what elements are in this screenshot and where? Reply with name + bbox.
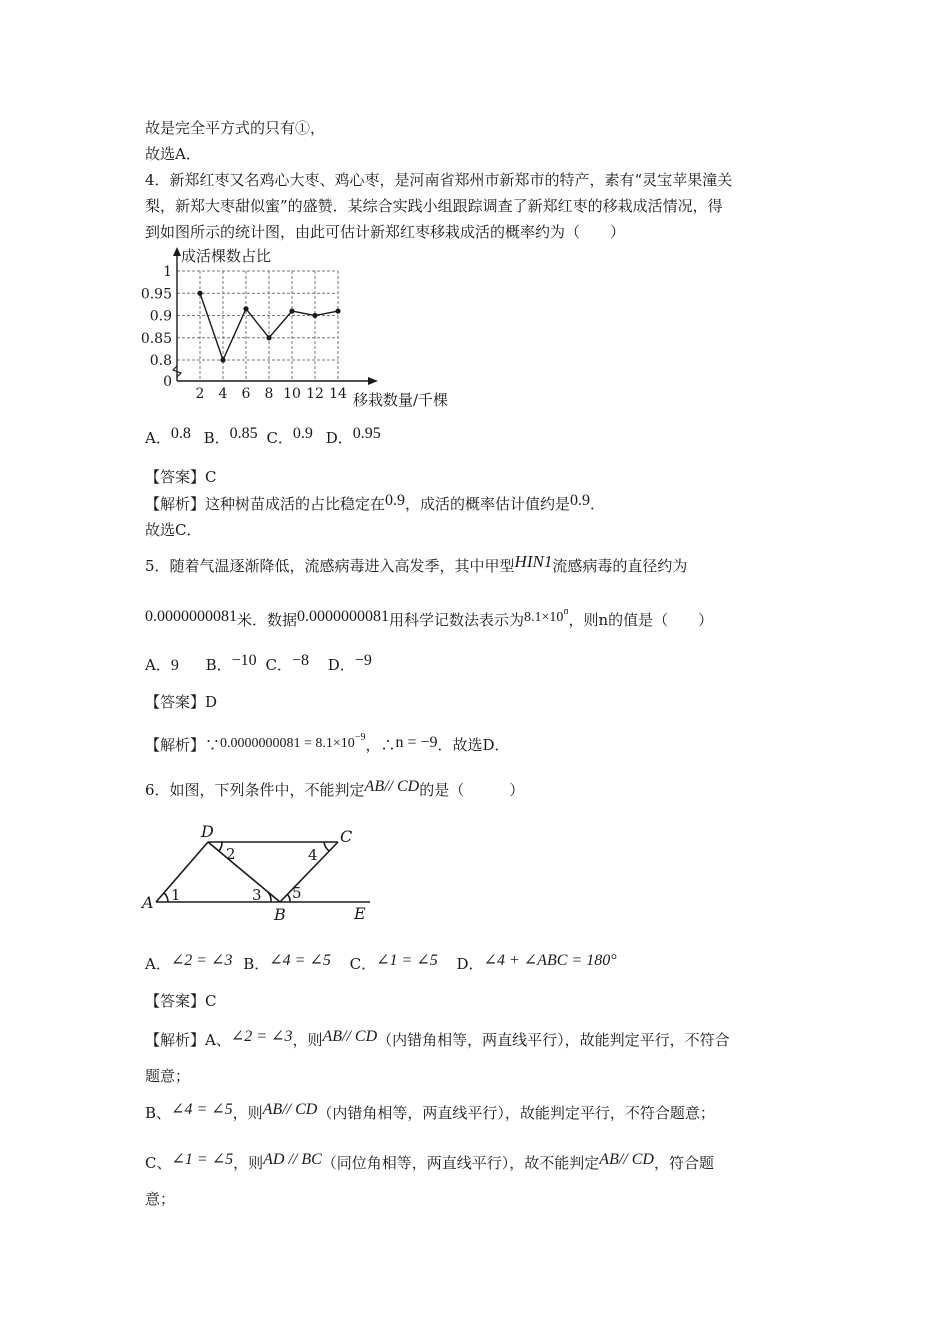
x-tick-label: 4 (218, 386, 228, 402)
option-a-letter: A． (145, 656, 171, 674)
question-4-explanation (145, 494, 605, 515)
label-c: C (340, 827, 353, 846)
explanation-text: ．故选D． (437, 736, 510, 754)
x-tick-label: 10 (283, 386, 301, 402)
question-4-stem: 到如图所示的统计图，由此可估计新郑红枣移栽成活的概率约为（ ） (145, 223, 626, 241)
option-b-value: 0.85 (229, 425, 258, 442)
math-expression: 0.0000000081 (297, 608, 390, 625)
explanation-text: ． (590, 495, 606, 513)
math-value: 0.9 (385, 492, 406, 509)
math-exponent: −9 (354, 732, 366, 743)
option-a-value: 0.8 (170, 425, 191, 442)
data-point (335, 308, 340, 313)
option-c-value: −8 (291, 652, 309, 669)
option-d-letter: D． (456, 955, 484, 973)
explanation-text: ，则 (292, 1031, 323, 1049)
explanation-text: 【解析】这种树苗成活的占比稳定在 (145, 495, 386, 513)
label-angle-4: 4 (308, 846, 318, 864)
angle-2-arc (219, 842, 222, 851)
option-d-value: 0.95 (352, 425, 381, 442)
option-b-value: ∠4 = ∠5 (269, 952, 331, 969)
math-expression: 0.0000000081 = 8.1×10 (220, 736, 355, 751)
math-expression: ∠2 = ∠3 (230, 1028, 293, 1045)
explanation-text: 【解析】∵ (145, 736, 221, 754)
question-4-stem: 梨，新郑大枣甜似蜜”的盛赞．某综合实践小组跟踪调查了新郑红枣的移栽成活情况，得 (145, 197, 723, 215)
label-angle-5: 5 (292, 884, 302, 902)
data-point (243, 306, 248, 311)
option-b-letter: B． (205, 656, 232, 674)
x-tick-label: 6 (241, 386, 251, 402)
question-6-options (145, 954, 617, 975)
question-4-answer: 【答案】C (145, 468, 217, 486)
option-b-value: −10 (231, 652, 257, 669)
text-line: 题意； (145, 1067, 191, 1085)
x-tick-label: 2 (195, 386, 205, 402)
explanation-text: （同位角相等，两直线平行），故不能判定 (321, 1154, 600, 1172)
option-d-letter: D． (327, 656, 355, 674)
math-expression: AD // BC (263, 1151, 322, 1168)
question-5-answer: 【答案】D (145, 693, 218, 711)
explanation-text: （内错角相等，两直线平行），故能判定平行，不符合 (377, 1031, 730, 1049)
x-tick-label: 12 (306, 386, 324, 402)
label-e: E (354, 904, 366, 923)
question-4-options (145, 425, 381, 449)
explanation-text: 【解析】A、 (145, 1031, 231, 1049)
y-tick-label: 0.95 (140, 286, 172, 303)
stem-text: 6．如图，下列条件中，不能判定 (145, 781, 365, 799)
stem-text: 米．数据 (237, 611, 298, 629)
math-expression: ∠4 = ∠5 (171, 1101, 233, 1118)
math-expression: 8.1×10 (524, 610, 564, 625)
option-a-value: 9 (170, 657, 179, 674)
option-d-letter: D． (325, 429, 353, 447)
angle-4-arc (324, 842, 329, 851)
origin-label: 0 (163, 374, 172, 390)
math-expression: HIN1 (514, 552, 553, 571)
y-axis-arrow (173, 247, 181, 256)
question-6-stem (145, 780, 524, 801)
explanation-text: B、 (145, 1104, 172, 1122)
x-axis-arrow (368, 377, 378, 385)
option-c-letter: C． (266, 429, 293, 447)
chart-grid (177, 271, 338, 381)
math-expression: AB// CD (322, 1028, 378, 1045)
question-6-answer: 【答案】C (145, 992, 217, 1010)
label-b: B (274, 905, 286, 924)
stem-text: ，则n的值是（ ） (568, 611, 714, 629)
data-point (197, 291, 202, 296)
question-5-stem (145, 606, 713, 632)
y-tick-label: 0.8 (149, 353, 172, 369)
math-expression: AB// CD (599, 1151, 654, 1168)
option-c-value: 0.9 (292, 425, 313, 442)
math-expression: AB// CD (262, 1101, 318, 1118)
explanation-text: （内错角相等，两直线平行），故能判定平行，不符合题意； (317, 1104, 715, 1122)
question-5-options (145, 652, 372, 676)
text-line: 故选A． (145, 145, 201, 163)
math-exponent: n (563, 606, 569, 617)
angle-5-arc (287, 894, 290, 902)
option-c-value: ∠1 = ∠5 (376, 952, 438, 969)
label-angle-3: 3 (252, 886, 262, 904)
explanation-text: C、 (145, 1154, 172, 1172)
y-tick-label: 1 (163, 264, 172, 280)
text-line: 故是完全平方式的只有①， (145, 119, 326, 137)
option-d-value: ∠4 + ∠ABC = 180° (483, 952, 617, 969)
explanation-text: ，符合题 (653, 1154, 714, 1172)
math-expression: AB// CD (364, 778, 420, 795)
label-a: A (142, 893, 154, 912)
question-6-explanation (145, 1103, 715, 1124)
math-expression: 0.0000000081 (145, 608, 237, 625)
question-5-explanation (145, 731, 510, 757)
text-line: 故选C． (145, 521, 202, 539)
x-axis-label: 移栽数量/千棵 (353, 391, 449, 409)
explanation-text: ，则 (233, 1154, 264, 1172)
question-6-explanation (145, 1030, 730, 1051)
question-5-stem (145, 552, 688, 576)
x-tick-label: 8 (264, 386, 274, 402)
y-tick-label: 0.85 (140, 330, 172, 347)
stem-text: 流感病毒的直径约为 (552, 557, 688, 575)
data-point (266, 335, 271, 340)
y-tick-label: 0.9 (149, 308, 172, 325)
segment-ad (156, 842, 208, 902)
angle-1-arc (164, 893, 168, 902)
explanation-text: ，∴ (365, 736, 396, 754)
question-4-stem: 4．新郑红枣又名鸡心大枣、鸡心枣，是河南省郑州市新郑市的特产，素有“灵宝苹果潼关 (145, 171, 733, 189)
stem-text: 用科学记数法表示为 (389, 611, 525, 629)
text-line: 意； (145, 1190, 176, 1208)
option-a-letter: A． (145, 429, 171, 447)
x-tick-label: 14 (329, 386, 347, 402)
option-b-letter: B． (243, 955, 270, 973)
parallel-lines-figure (140, 820, 380, 925)
option-a-letter: A． (145, 955, 171, 973)
data-point (220, 357, 225, 362)
survival-rate-chart (140, 244, 470, 409)
option-d-value: −9 (354, 652, 372, 669)
stem-text: 5．随着气温逐渐降低，流感病毒进入高发季，其中甲型 (145, 557, 515, 575)
explanation-text: ，成活的概率估计值约是 (405, 495, 571, 513)
label-angle-1: 1 (171, 886, 181, 904)
option-c-letter: C． (349, 955, 377, 973)
label-angle-2: 2 (226, 845, 236, 863)
question-6-explanation (145, 1153, 714, 1174)
math-expression: ∠1 = ∠5 (171, 1151, 234, 1168)
explanation-text: ，则 (232, 1104, 263, 1122)
option-c-letter: C． (265, 656, 292, 674)
label-d: D (201, 822, 214, 841)
stem-text: 的是（ ） (419, 781, 525, 799)
math-expression: n = −9 (395, 734, 438, 751)
option-a-value: ∠2 = ∠3 (170, 952, 233, 969)
option-b-letter: B． (203, 429, 230, 447)
data-point (289, 308, 294, 313)
math-value: 0.9 (570, 492, 591, 509)
y-axis-label: 成活棵数占比 (181, 247, 272, 265)
data-point (312, 313, 317, 318)
